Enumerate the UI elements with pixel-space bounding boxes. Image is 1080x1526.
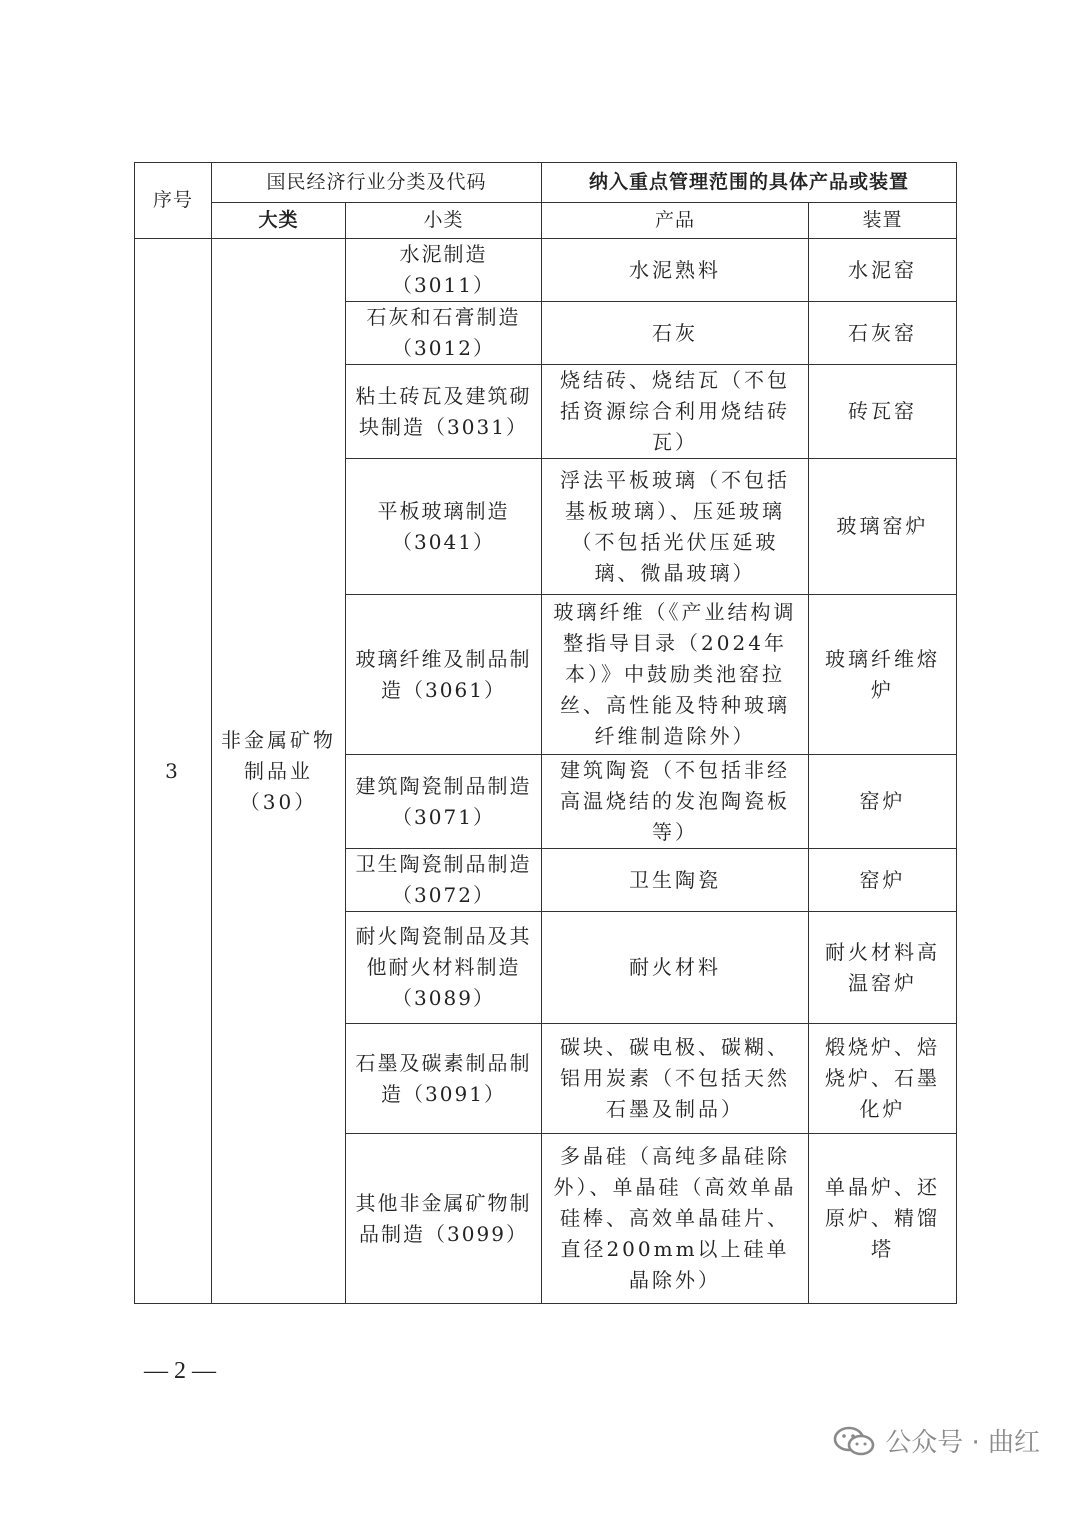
product-cell: 水泥熟料 [542, 239, 809, 302]
header-industry: 国民经济行业分类及代码 [212, 163, 542, 203]
minor-cell: 建筑陶瓷制品制造（3071） [346, 755, 542, 849]
product-cell: 石灰 [542, 302, 809, 365]
product-cell: 烧结砖、烧结瓦（不包括资源综合利用烧结砖瓦） [542, 365, 809, 459]
header-seq: 序号 [135, 163, 212, 239]
device-cell: 窑炉 [809, 755, 957, 849]
minor-cell: 石墨及碳素制品制造（3091） [346, 1024, 542, 1134]
product-cell: 浮法平板玻璃（不包括基板玻璃）、压延玻璃（不包括光伏压延玻璃、微晶玻璃） [542, 459, 809, 595]
table-row [135, 239, 957, 302]
minor-cell: 粘土砖瓦及建筑砌块制造（3031） [346, 365, 542, 459]
header-major: 大类 [212, 203, 346, 239]
group-major: 非金属矿物制品业（30） [212, 239, 346, 1304]
watermark-text: 公众号 · 曲红 [885, 1428, 1040, 1458]
minor-cell: 卫生陶瓷制品制造（3072） [346, 849, 542, 912]
device-cell: 耐火材料高温窑炉 [809, 912, 957, 1024]
product-cell: 耐火材料 [542, 912, 809, 1024]
minor-cell: 石灰和石膏制造（3012） [346, 302, 542, 365]
product-cell: 碳块、碳电极、碳糊、铝用炭素（不包括天然石墨及制品） [542, 1024, 809, 1134]
device-cell: 玻璃窑炉 [809, 459, 957, 595]
group-seq: 3 [135, 239, 212, 1304]
minor-cell: 玻璃纤维及制品制造（3061） [346, 595, 542, 755]
minor-cell: 耐火陶瓷制品及其他耐火材料制造（3089） [346, 912, 542, 1024]
device-cell: 窑炉 [809, 849, 957, 912]
wechat-icon [833, 1426, 875, 1456]
product-cell: 卫生陶瓷 [542, 849, 809, 912]
minor-cell: 平板玻璃制造（3041） [346, 459, 542, 595]
header-scope: 纳入重点管理范围的具体产品或装置 [542, 163, 957, 203]
minor-cell: 水泥制造（3011） [346, 239, 542, 302]
device-cell: 水泥窑 [809, 239, 957, 302]
device-cell: 石灰窑 [809, 302, 957, 365]
page-number: — 2 — [144, 1358, 216, 1384]
device-cell: 单晶炉、还原炉、精馏塔 [809, 1134, 957, 1304]
device-cell: 砖瓦窑 [809, 365, 957, 459]
industry-table [134, 162, 957, 1304]
product-cell: 玻璃纤维（《产业结构调整指导目录（2024年本）》中鼓励类池窑拉丝、高性能及特种玻璃纤维制造除外） [542, 595, 809, 755]
header-minor: 小类 [346, 203, 542, 239]
minor-cell: 其他非金属矿物制品制造（3099） [346, 1134, 542, 1304]
product-cell: 多晶硅（高纯多晶硅除外）、单晶硅（高效单晶硅棒、高效单晶硅片、直径200mm以上硅单晶除外） [542, 1134, 809, 1304]
device-cell: 玻璃纤维熔炉 [809, 595, 957, 755]
header-row-2 [135, 203, 957, 239]
product-cell: 建筑陶瓷（不包括非经高温烧结的发泡陶瓷板等） [542, 755, 809, 849]
watermark [833, 1422, 1040, 1459]
device-cell: 煅烧炉、焙烧炉、石墨化炉 [809, 1024, 957, 1134]
header-row-1 [135, 163, 957, 203]
header-product: 产品 [542, 203, 809, 239]
header-device: 装置 [809, 203, 957, 239]
